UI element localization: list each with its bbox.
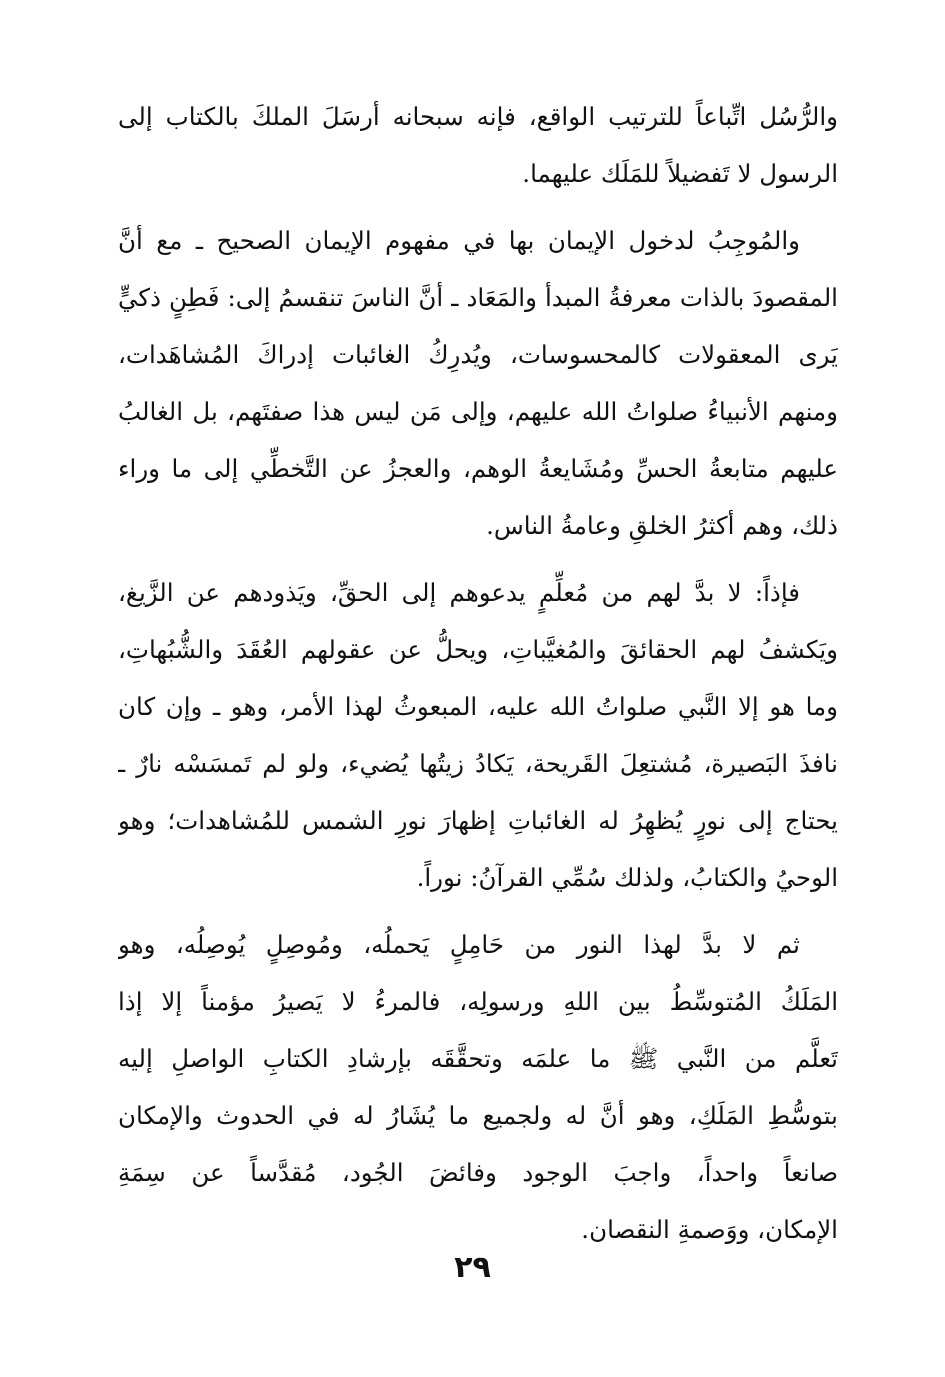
text-line: يحتاج إلى نورٍ يُظهِرُ له الغائباتِ إظهارَ نورِ الشمس للمُشاهدات؛ وهو xyxy=(118,806,838,835)
text-line: الوحيُ والكتابُ، ولذلك سُمِّي القرآنُ: نوراً. xyxy=(416,863,838,892)
text-line: ويَكشفُ لهم الحقائقَ والمُغيَّباتِ، ويحلُّ عن عقولهم العُقَدَ والشُّبُهاتِ، xyxy=(118,635,838,664)
body-text xyxy=(118,88,838,1268)
paragraph-3 xyxy=(118,564,838,906)
paragraph-1 xyxy=(118,88,838,202)
paragraph-2 xyxy=(118,212,838,554)
text-line: والرُّسُل اتِّباعاً للترتيب الواقع، فإنه سبحانه أرسَلَ الملكَ بالكتاب إلى xyxy=(118,102,838,131)
text-line: يَرى المعقولات كالمحسوسات، ويُدرِكُ الغائبات إدراكَ المُشاهَدات، xyxy=(118,340,838,369)
text-line: وما هو إلا النَّبي صلواتُ الله عليه، المبعوثُ لهذا الأمر، وهو ـ وإن كان xyxy=(118,692,838,721)
text-line: بتوسُّطِ المَلَكِ، وهو أنَّ له ولجميع ما يُشَارُ له في الحدوث والإمكان xyxy=(118,1101,838,1130)
text-line: ذلك، وهم أكثرُ الخلقِ وعامةُ الناس. xyxy=(486,511,838,540)
text-line: فإذاً: لا بدَّ لهم من مُعلِّمٍ يدعوهم إلى الحقِّ، ويَذودهم عن الزَّيغ، xyxy=(118,578,800,607)
text-line: تَعلَّم من النَّبي ﷺ ما علمَه وتحقَّقَه بإرشادِ الكتابِ الواصلِ إليه xyxy=(118,1044,838,1073)
paragraph-4 xyxy=(118,916,838,1258)
text-line: ثم لا بدَّ لهذا النور من حَامِلٍ يَحملُه، ومُوصِلٍ يُوصِلُه، وهو xyxy=(118,930,800,959)
text-line: الإمكان، ووَصمةِ النقصان. xyxy=(581,1215,838,1244)
text-line: صانعاً واحداً، واجبَ الوجود وفائضَ الجُود، مُقدَّساً عن سِمَةِ xyxy=(118,1158,838,1187)
text-line: نافذَ البَصيرة، مُشتعِلَ القَريحة، يَكادُ زيتُها يُضيء، ولو لم تَمسَسْه نارٌ ـ xyxy=(118,749,838,778)
text-line: عليهم متابعةُ الحسِّ ومُشَايعةُ الوهم، والعجزُ عن التَّخطِّي إلى ما وراء xyxy=(118,454,838,483)
text-line: المقصودَ بالذات معرفةُ المبدأ والمَعَاد ـ أنَّ الناسَ تنقسمُ إلى: فَطِنٍ ذكيٍّ xyxy=(118,283,838,312)
page-number: ٢٩ xyxy=(454,1250,491,1285)
text-line: والمُوجِبُ لدخول الإيمان بها في مفهوم الإيمان الصحيح ـ مع أنَّ xyxy=(118,226,800,255)
text-line: الرسول لا تَفضيلاً للمَلَك عليهما. xyxy=(522,159,838,188)
text-line: المَلَكُ المُتوسِّطُ بين اللهِ ورسولِه، فالمرءُ لا يَصيرُ مؤمناً إلا إذا xyxy=(118,987,838,1016)
text-line: ومنهم الأنبياءُ صلواتُ الله عليهم، وإلى مَن ليس هذا صفتَهم، بل الغالبُ xyxy=(118,397,838,426)
